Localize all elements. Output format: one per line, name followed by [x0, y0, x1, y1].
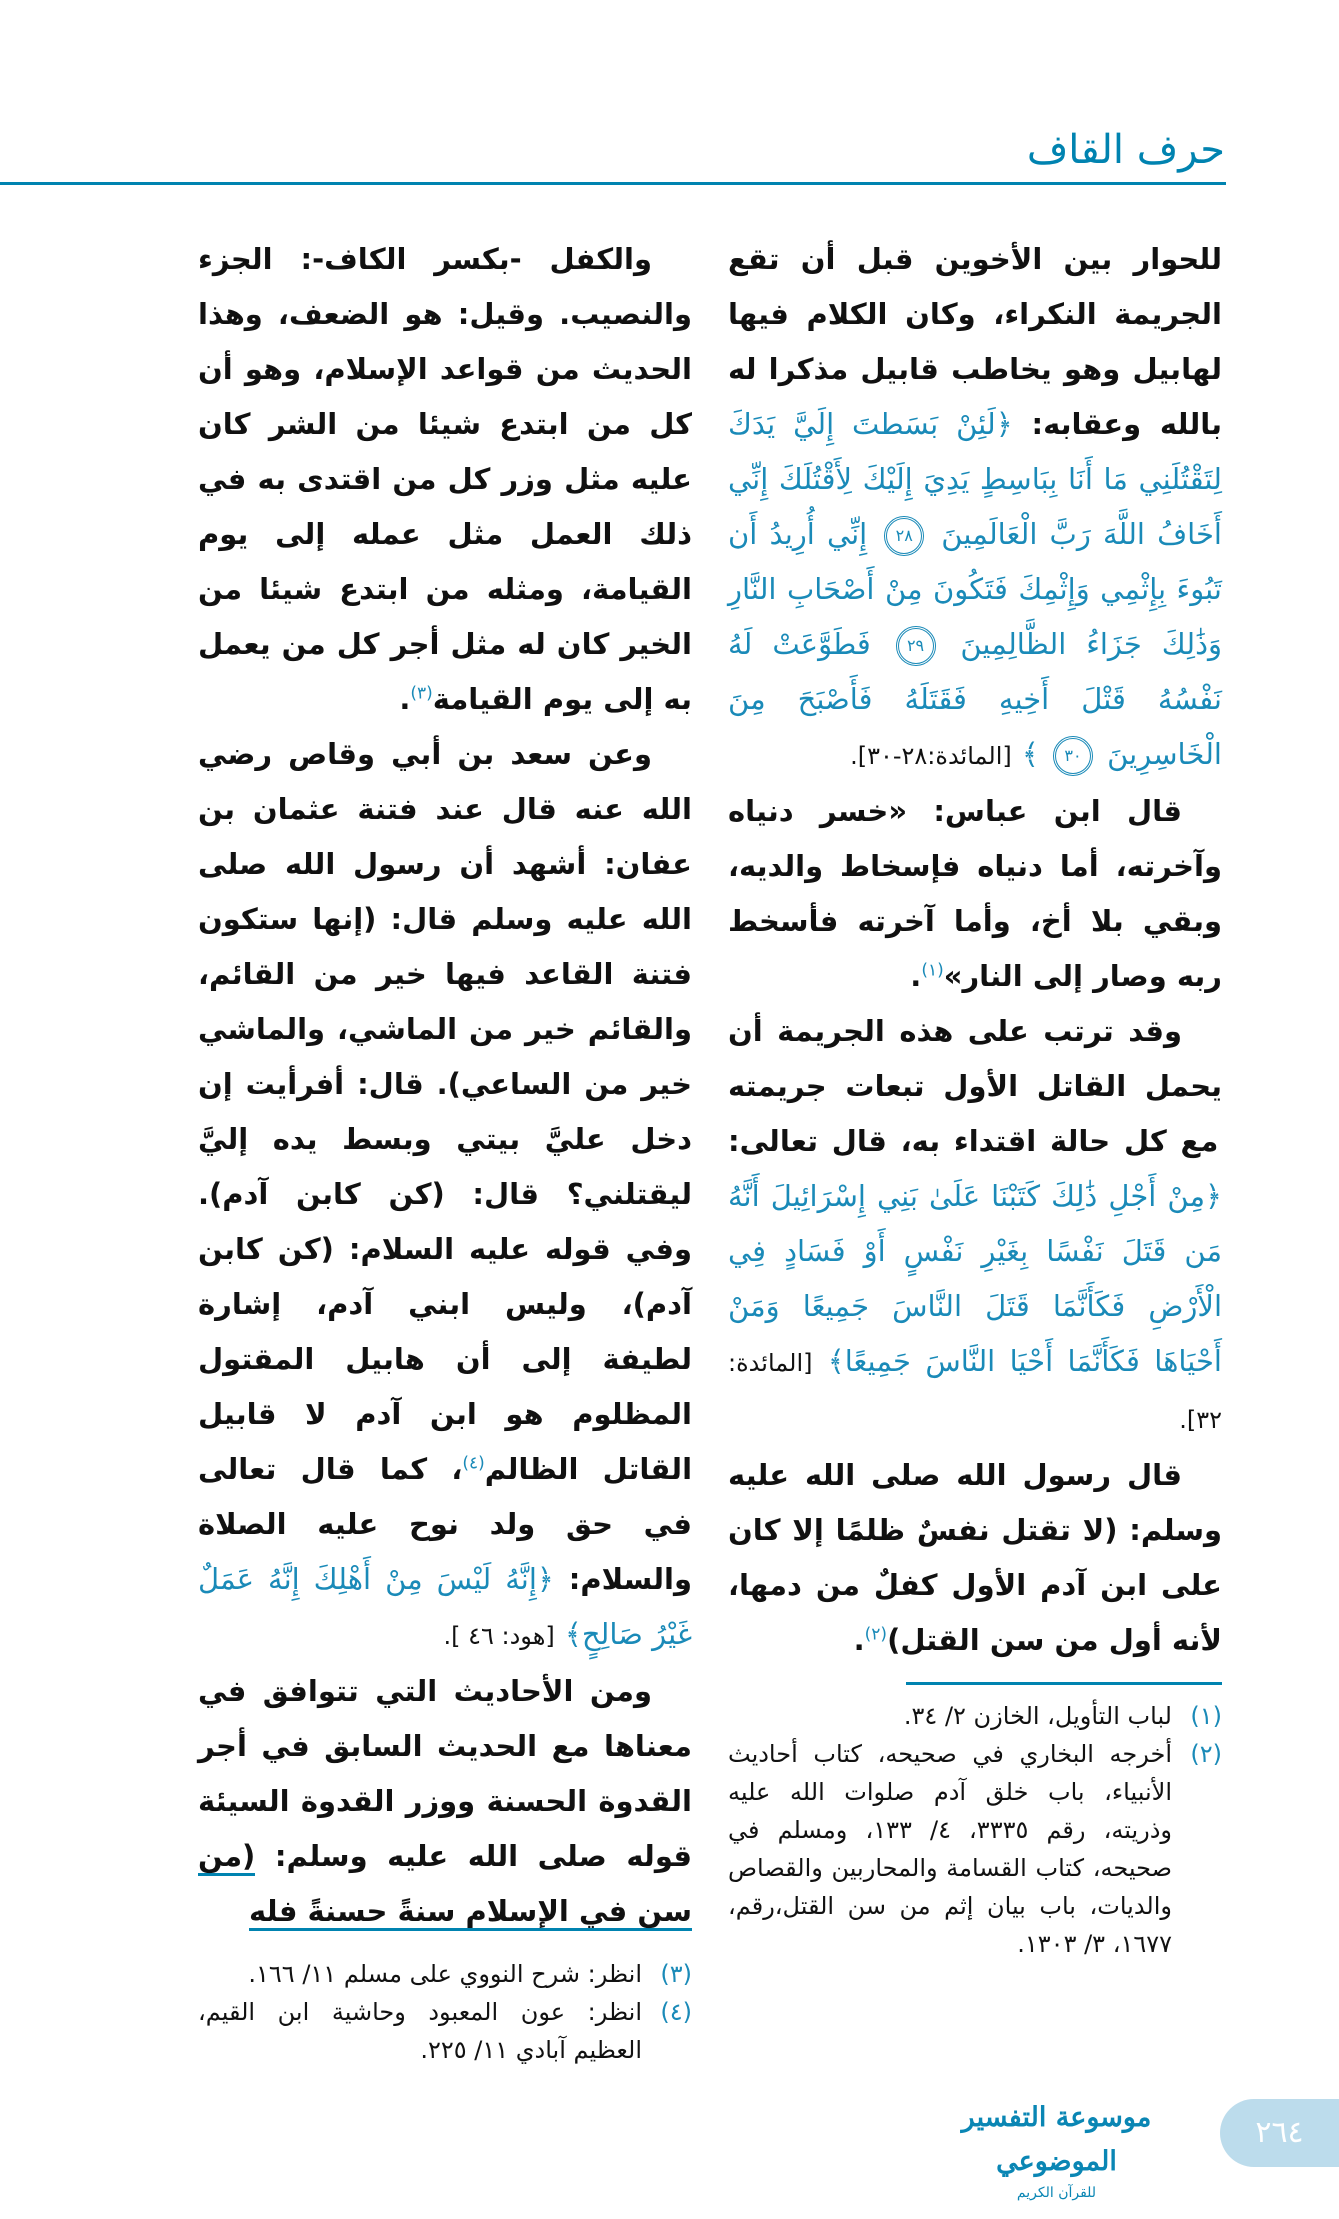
quran-verse: فَطَوَّعَتْ لَهُ نَفْسُهُ قَتْلَ أَخِيهِ فَقَتَلَهُ فَأَصْبَحَ مِنَ الْخَاسِرِينَ — [728, 627, 1222, 771]
ayah-number-marker: ٣٠ — [1053, 736, 1093, 776]
page-footer — [0, 2089, 1339, 2219]
paragraph — [728, 232, 1222, 784]
footnote-number: (٢) — [1190, 1740, 1222, 1768]
body-text: وقد ترتب على هذه الجريمة أن يحمل القاتل الأول تبعات جريمته مع كل حالة اقتداء به، قال تعالى: — [728, 1014, 1222, 1158]
footnote — [198, 1955, 692, 1993]
footnote-marker[interactable]: (٤) — [462, 1453, 485, 1474]
page-body — [198, 232, 1222, 2069]
quran-verse: ﴿لَئِنْ بَسَطتَ إِلَيَّ يَدَكَ لِتَقْتُلَنِي مَا أَنَا بِبَاسِطٍ يَدِيَ إِلَيْكَ لِأَقْتُلَكَ إِنِّي أَخَافُ اللَّهَ رَبَّ الْعَالَمِينَ — [728, 407, 1222, 551]
right-column — [728, 232, 1222, 1963]
body-text: قال ابن عباس: «خسر دنياه وآخرته، أما دنياه فإسخاط والديه، وبقي بلا أخ، وأما آخرته فأسخط ربه وصار إلى النار» — [728, 794, 1222, 993]
quran-bracket: ﴾ — [1021, 737, 1039, 771]
body-text: . — [853, 1623, 865, 1657]
body-text: والكفل -بكسر الكاف-: الجزء والنصيب. وقيل: هو الضعف، وهذا الحديث من قواعد الإسلام، وهو أن كل من ابتدع شيئا من الشر كان عليه مثل وزر كل من اقتدى به في ذلك العمل مثل عمله إلى يوم القيامة، ومثله من ابتدع شيئا من الخير كان له مثل أجر كل من يعمل به إلى يوم القيامة — [198, 242, 692, 716]
ayah-number-marker: ٢٨ — [884, 516, 924, 556]
paragraph — [198, 232, 692, 727]
body-text: للحوار بين الأخوين قبل أن تقع الجريمة النكراء، وكان الكلام فيها لهابيل وهو يخاطب قابيل مذكرا له بالله وعقابه: — [728, 242, 1222, 441]
paragraph — [728, 1004, 1222, 1448]
left-column — [198, 232, 692, 2069]
verse-reference: [هود: ٤٦ ]. — [443, 1622, 555, 1650]
quran-verse: ﴿مِنْ أَجْلِ ذَٰلِكَ كَتَبْنَا عَلَىٰ بَنِي إِسْرَائِيلَ أَنَّهُ مَن قَتَلَ نَفْسًا بِغَيْرِ نَفْسٍ أَوْ فَسَادٍ فِي الْأَرْضِ فَكَأَنَّمَا قَتَلَ النَّاسَ جَمِيعًا وَمَنْ أَحْيَاهَا فَكَأَنَّمَا أَحْيَا النَّاسَ جَمِيعًا﴾ — [728, 1179, 1222, 1378]
verse-reference: [المائدة: ٣٢]. — [728, 1349, 1222, 1434]
body-text: . — [910, 959, 922, 993]
ayah-number-marker: ٢٩ — [896, 626, 936, 666]
header-divider — [0, 182, 1226, 185]
footnote-marker[interactable]: (١) — [921, 960, 944, 981]
paragraph — [198, 1664, 692, 1939]
body-text: وعن سعد بن أبي وقاص رضي الله عنه قال عند فتنة عثمان بن عفان: أشهد أن رسول الله صلى الله عليه وسلم قال: (إنها ستكون فتنة القاعد فيها خير من القائم، والقائم خير من الماشي، والماشي خير من الساعي). قال: أفرأيت إن دخل عليَّ بيتي وبسط يده إليَّ ليقتلني؟ قال: (كن كابن آدم). وفي قوله عليه السلام: (كن كابن آدم)، وليس ابني آدم، إشارة لطيفة إلى أن هابيل المقتول المظلوم هو ابن آدم لا قابيل القاتل الظالم — [198, 737, 693, 1486]
hadith-paragraph — [728, 1448, 1222, 1668]
footnote-number: (٤) — [660, 1998, 692, 2026]
page-number: ٢٦٤ — [1220, 2099, 1339, 2167]
footnote-text: انظر: شرح النووي على مسلم ١١/ ١٦٦. — [248, 1960, 642, 1988]
footnotes-left — [198, 1955, 692, 2069]
paragraph — [198, 727, 692, 1664]
footnote — [728, 1735, 1222, 1963]
footnote-divider — [906, 1682, 1222, 1685]
footnote-text: لباب التأويل، الخازن ٢/ ٣٤. — [903, 1702, 1172, 1730]
footnote-marker[interactable]: (٢) — [864, 1624, 888, 1645]
encyclopedia-logo — [933, 2096, 1180, 2202]
quran-verse: ﴿إِنَّهُ لَيْسَ مِنْ أَهْلِكَ إِنَّهُ عَمَلٌ غَيْرُ صَالِحٍ﴾ — [198, 1562, 692, 1651]
paragraph — [728, 784, 1222, 1004]
footnotes-right — [728, 1697, 1222, 1963]
footnote-number: (١) — [1190, 1702, 1222, 1730]
footnote-text: أخرجه البخاري في صحيحه، كتاب أحاديث الأنبياء، باب خلق آدم صلوات الله عليه وذريته، رقم ٣٣٣٥، ٤/ ١٣٣، ومسلم في صحيحه، كتاب القسامة والمحاربين والقصاص والديات، باب بيان إثم من سن القتل،رقم، ١٦٧٧، ٣/ ١٣٠٣. — [728, 1740, 1172, 1958]
body-text: ، كما قال تعالى في حق ولد نوح عليه الصلاة والسلام: — [198, 1452, 692, 1596]
quran-verse: إِنِّي أُرِيدُ أَن تَبُوءَ بِإِثْمِي وَإِثْمِكَ فَتَكُونَ مِنْ أَصْحَابِ النَّارِ وَذَٰلِكَ جَزَاءُ الظَّالِمِينَ — [728, 517, 1222, 661]
body-text: ومن الأحاديث التي تتوافق في معناها مع الحديث السابق في أجر القدوة الحسنة ووزر القدوة السيئة قوله صلى الله عليه وسلم: — [198, 1674, 692, 1873]
chapter-title: حرف القاف — [1026, 127, 1225, 173]
footnote-marker[interactable]: (٣) — [410, 683, 433, 704]
hadith-text: (من سن في الإسلام سنةً حسنةً فله — [198, 1839, 692, 1931]
logo-title: موسوعة التفسير الموضوعي — [961, 2102, 1152, 2177]
logo-subtitle: للقرآن الكريم — [1016, 2185, 1097, 2201]
footnote-text: انظر: عون المعبود وحاشية ابن القيم، العظيم آبادي ١١/ ٢٢٥. — [198, 1998, 642, 2064]
body-text: . — [399, 682, 411, 716]
verse-reference: [المائدة:٢٨-٣٠]. — [850, 742, 1012, 770]
footnote-number: (٣) — [660, 1960, 692, 1988]
footnote — [728, 1697, 1222, 1735]
footnote — [198, 1993, 692, 2069]
hadith-text: قال رسول الله صلى الله عليه وسلم: (لا تقتل نفسٌ ظلمًا إلا كان على ابن آدم الأول كفلٌ من دمها، لأنه أول من سن القتل) — [728, 1458, 1222, 1657]
page-header — [0, 0, 1339, 232]
